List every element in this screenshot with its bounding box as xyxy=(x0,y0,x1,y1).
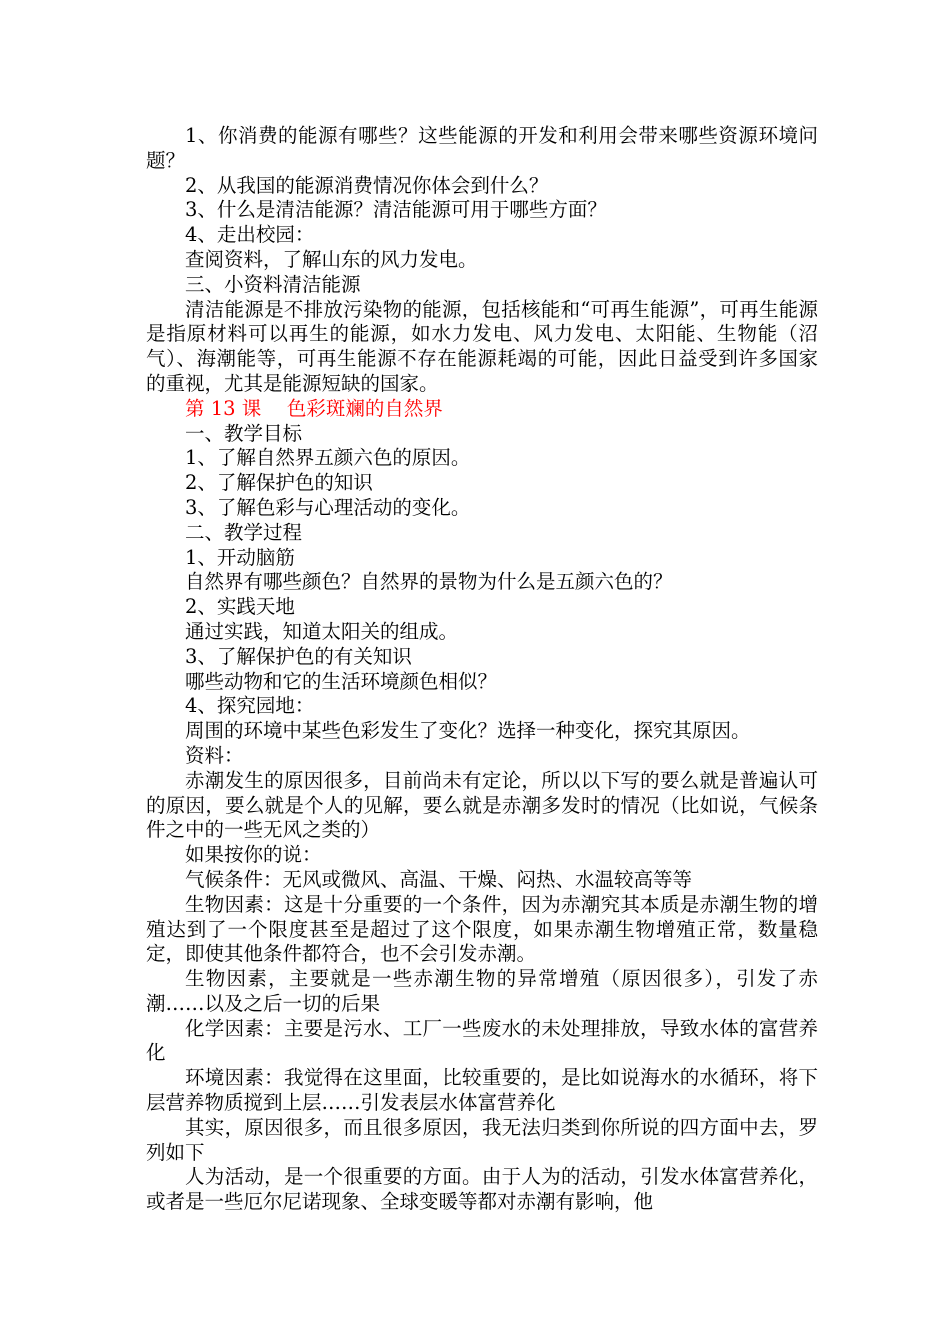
document-page xyxy=(146,124,818,1215)
section-heading-info: 三、小资料清洁能源 xyxy=(185,272,361,296)
paragraph-climate: 气候条件：无风或微风、高温、干燥、闷热、水温较高等等 xyxy=(185,867,693,891)
paragraph-red-tide-intro: 赤潮发生的原因很多，目前尚未有定论，所以以下写的要么就是普遍认可的原因，要么就是个人的见解，要么就是赤潮多发时的情况（比如说，气候条件之中的一些无风之类的） xyxy=(146,768,818,842)
process-step-1: 1、开动脑筋 xyxy=(185,545,295,569)
paragraph-environmental: 环境因素：我觉得在这里面，比较重要的，是比如说海水的水循环，将下层营养物质搅到上层……引发表层水体富营养化 xyxy=(146,1066,818,1115)
paragraph-chemical: 化学因素：主要是污水、工厂一些废水的未处理排放，导致水体的富营养化 xyxy=(146,1016,818,1065)
paragraph-q1: 1、你消费的能源有哪些？这些能源的开发和利用会带来哪些资源环境问题？ xyxy=(146,124,818,172)
process-step-4: 4、探究园地： xyxy=(185,694,315,718)
process-step-2: 2、实践天地 xyxy=(185,595,295,619)
paragraph-clean-energy: 清洁能源是不排放污染物的能源，包括核能和“可再生能源”，可再生能源是指原材料可以再生的能源，如水力发电、风力发电、太阳能、生物能（沼气）、海潮能等，可再生能源不存在能源耗竭的可能，因此日益受到许多国家的重视，尤其是能源短缺的国家。 xyxy=(146,297,818,395)
paragraph-colors-question: 自然界有哪些颜色？自然界的景物为什么是五颜六色的？ xyxy=(185,570,673,594)
paragraph-q3: 3、什么是清洁能源？清洁能源可用于哪些方面？ xyxy=(185,198,607,222)
paragraph-materials-label: 资料： xyxy=(185,743,244,767)
process-step-3: 3、了解保护色的有关知识 xyxy=(185,644,412,668)
paragraph-animals-question: 哪些动物和它的生活环境颜色相似？ xyxy=(185,669,498,693)
paragraph-as-you-said: 如果按你的说： xyxy=(185,843,322,867)
paragraph-biological-1: 生物因素：这是十分重要的一个条件，因为赤潮究其本质是赤潮生物的增殖达到了一个限度甚至是超过了这个限度，如果赤潮生物增殖正常，数量稳定，即使其他条件都符合，也不会引发赤潮。 xyxy=(146,892,818,966)
paragraph-research: 查阅资料，了解山东的风力发电。 xyxy=(185,247,478,271)
paragraph-biological-2: 生物因素，主要就是一些赤潮生物的异常增殖（原因很多），引发了赤潮……以及之后一切的后果 xyxy=(146,967,818,1015)
paragraph-practice: 通过实践，知道太阳关的组成。 xyxy=(185,619,459,643)
goal-item-1: 1、了解自然界五颜六色的原因。 xyxy=(185,446,471,470)
lesson-title: 第 13 课 色彩斑斓的自然界 xyxy=(185,396,443,420)
paragraph-q2: 2、从我国的能源消费情况你体会到什么？ xyxy=(185,173,549,197)
paragraph-q4: 4、走出校园： xyxy=(185,223,315,247)
paragraph-other-causes: 其实，原因很多，而且很多原因，我无法归类到你所说的四方面中去，罗列如下 xyxy=(146,1115,818,1164)
paragraph-human-activity: 人为活动，是一个很重要的方面。由于人为的活动，引发水体富营养化，或者是一些厄尔尼诺现象、全球变暖等都对赤潮有影响，他 xyxy=(146,1165,818,1214)
paragraph-explore: 周围的环境中某些色彩发生了变化？选择一种变化，探究其原因。 xyxy=(185,719,751,743)
goal-item-2: 2、了解保护色的知识 xyxy=(185,471,373,495)
goal-item-3: 3、了解色彩与心理活动的变化。 xyxy=(185,495,471,519)
section-heading-goals: 一、教学目标 xyxy=(185,421,303,445)
section-heading-process: 二、教学过程 xyxy=(185,520,303,544)
